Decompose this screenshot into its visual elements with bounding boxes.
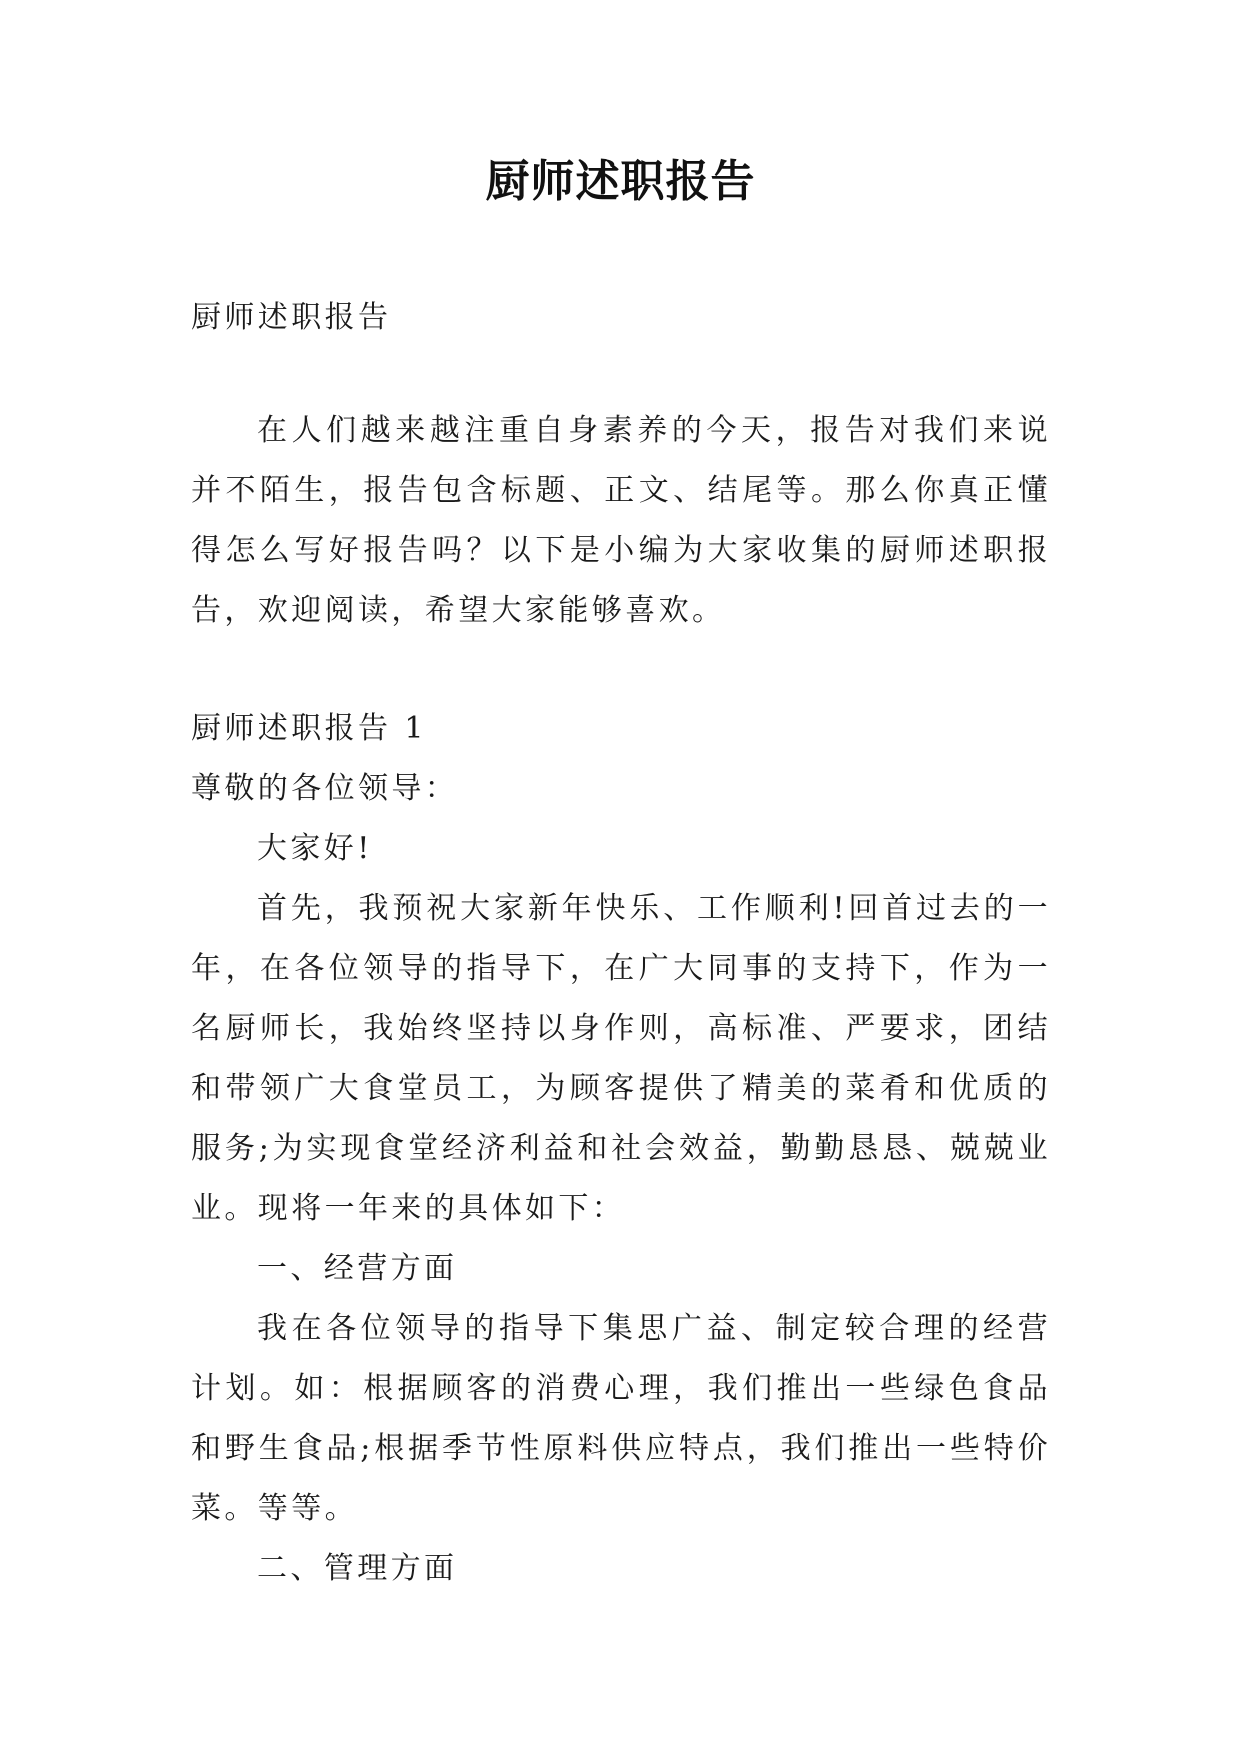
intro-paragraph: 在人们越来越注重自身素养的今天，报告对我们来说并不陌生，报告包含标题、正文、结尾等。那么你真正懂得怎么写好报告吗？以下是小编为大家收集的厨师述职报告，欢迎阅读，希望大家能够喜欢。 — [191, 413, 1051, 628]
body-paragraph: 首先，我预祝大家新年快乐、工作顺利!回首过去的一年，在各位领导的指导下，在广大同事的支持下，作为一名厨师长，我始终坚持以身作则，高标准、严要求，团结和带领广大食堂员工，为顾客提供了精美的菜肴和优质的服务;为实现食堂经济利益和社会效益，勤勤恳恳、兢兢业业。现将一年来的具体如下： — [191, 891, 1051, 1226]
subheading-management: 二、管理方面 — [257, 1551, 458, 1586]
subheading-operations: 一、经营方面 — [257, 1251, 458, 1286]
document-body — [191, 288, 1051, 1599]
section-heading: 厨师述职报告 1 — [191, 711, 427, 746]
body-paragraph: 我在各位领导的指导下集思广益、制定较合理的经营计划。如：根据顾客的消费心理，我们推出一些绿色食品和野生食品;根据季节性原料供应特点，我们推出一些特价菜。等等。 — [191, 1311, 1051, 1526]
salutation: 尊敬的各位领导： — [191, 771, 459, 806]
document-subtitle: 厨师述职报告 — [191, 300, 392, 335]
document-title: 厨师述职报告 — [485, 156, 756, 207]
greeting: 大家好! — [257, 831, 373, 866]
